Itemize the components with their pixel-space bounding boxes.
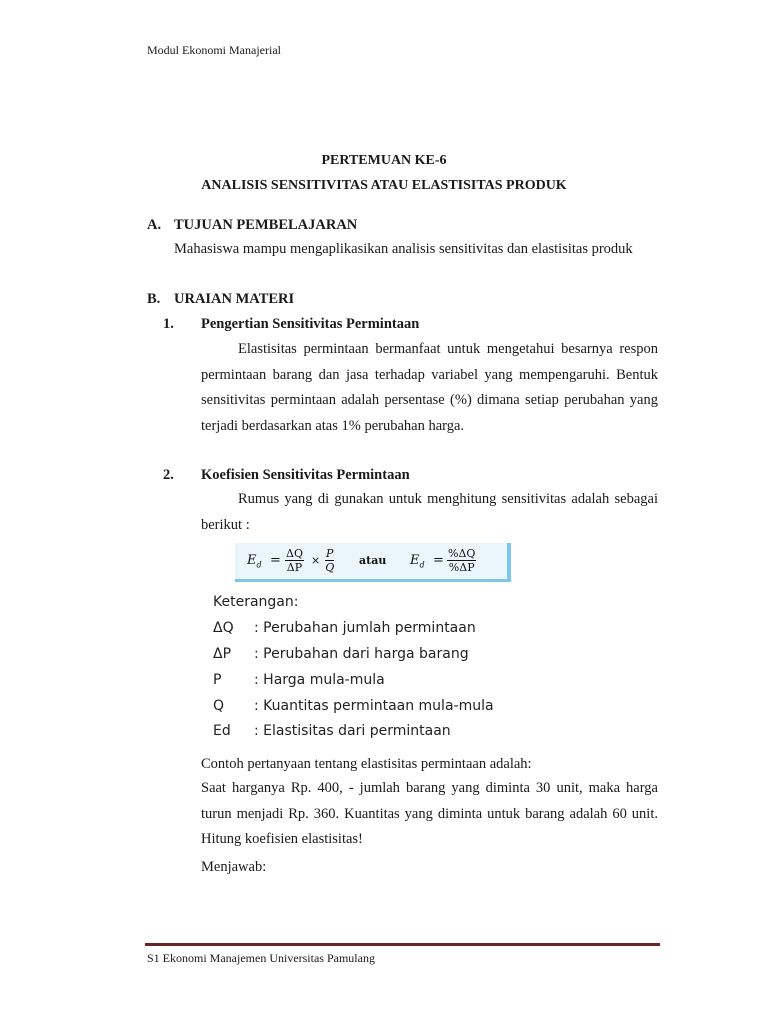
keterangan-symbol: ΔP — [213, 646, 232, 662]
item-1-number: 1. — [163, 316, 174, 332]
keterangan-description: : Elastisitas dari permintaan — [254, 723, 451, 739]
elasticity-formula — [235, 543, 511, 582]
example-answer-label: Menjawab: — [201, 859, 267, 875]
keterangan-description: : Perubahan jumlah permintaan — [254, 620, 476, 636]
formula-times: × — [311, 554, 321, 567]
formula-num-3: %ΔQ — [448, 547, 476, 560]
running-header: Modul Ekonomi Manajerial — [147, 43, 281, 57]
item-1-heading: Pengertian Sensitivitas Permintaan — [201, 316, 420, 332]
item-2-heading: Koefisien Sensitivitas Permintaan — [201, 467, 410, 483]
item-2-number: 2. — [163, 467, 174, 483]
chapter-subtitle: ANALISIS SENSITIVITAS ATAU ELASTISITAS PRODUK — [201, 178, 567, 193]
keterangan-description: : Perubahan dari harga barang — [254, 646, 469, 662]
chapter-title: PERTEMUAN KE-6 — [321, 153, 447, 168]
item-1-paragraph: Elastisitas permintaan bermanfaat untuk mengetahui besarnya respon permintaan barang dan jasa terhadap variabel yang mempengaruhi. Bentuk sensitivitas permintaan adalah persentase (%) dimana setiap perubahan yang terjadi berdasarkan atas 1% perubahan harga. — [201, 341, 658, 434]
formula-den-3: %ΔP — [448, 561, 475, 574]
example-intro: Contoh pertanyaan tentang elastisitas permintaan adalah: — [201, 756, 532, 772]
formula-den-2: Q — [325, 561, 335, 574]
keterangan-title: Keterangan: — [213, 594, 299, 610]
formula-eq-2: = — [433, 553, 444, 568]
section-b-letter: B. — [147, 291, 161, 307]
formula-num-2: P — [326, 547, 334, 560]
item-2-paragraph: Rumus yang di gunakan untuk menghitung sensitivitas adalah sebagai berikut : — [201, 491, 658, 533]
formula-sub-1: d — [256, 560, 262, 570]
formula-sub-2: d — [419, 560, 425, 570]
running-footer: S1 Ekonomi Manajemen Universitas Pamulang — [147, 951, 375, 965]
example-question: Saat harganya Rp. 400, - jumlah barang yang diminta 30 unit, maka harga turun menjadi Rp. 360. Kuantitas yang diminta untuk barang adalah 60 unit. Hitung koefisien elastisitas! — [201, 780, 658, 847]
formula-atau: atau — [359, 554, 387, 567]
formula-frac-3 — [447, 547, 476, 574]
formula-eq-1: = — [270, 553, 281, 568]
keterangan-symbol: ΔQ — [213, 620, 234, 636]
formula-lhs-2: E — [410, 553, 420, 568]
keterangan-description: : Harga mula-mula — [254, 672, 385, 688]
keterangan-symbol: P — [213, 672, 222, 688]
keterangan-symbol: Ed — [213, 723, 231, 739]
formula-den-1: ΔP — [286, 561, 303, 574]
formula-lhs-1: E — [247, 553, 257, 568]
section-a-heading: TUJUAN PEMBELAJARAN — [174, 217, 358, 233]
footer-divider — [145, 943, 660, 946]
formula-frac-2 — [325, 547, 334, 574]
formula-num-1: ΔQ — [286, 547, 303, 560]
section-a-text: Mahasiswa mampu mengaplikasikan analisis sensitivitas dan elastisitas produk — [174, 241, 633, 257]
formula-frac-1 — [285, 547, 304, 574]
keterangan-description: : Kuantitas permintaan mula-mula — [254, 698, 494, 714]
section-a-letter: A. — [147, 217, 162, 233]
section-b-heading: URAIAN MATERI — [174, 291, 295, 307]
keterangan-symbol: Q — [213, 698, 225, 714]
